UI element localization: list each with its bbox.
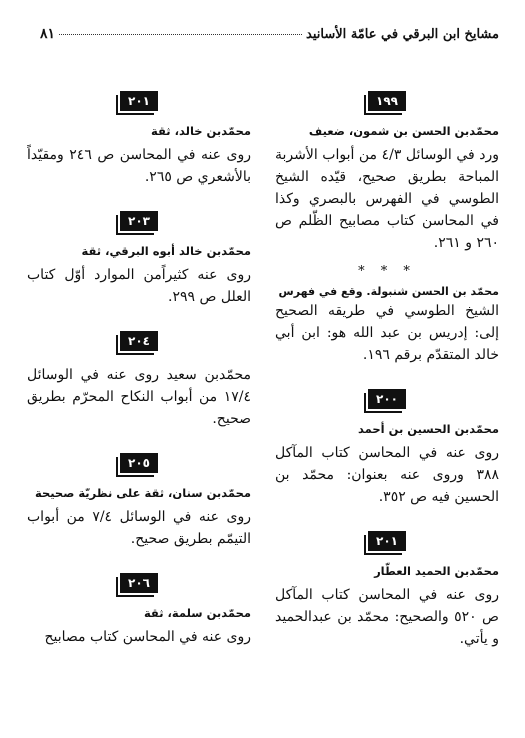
entry-201-right (275, 530, 499, 650)
entry-number-badge: ٢٠١ (368, 531, 406, 551)
narrator-name: محمّدبن الحسن بن شمون، ضعيف (308, 124, 499, 138)
entry-number-badge: ٢٠٤ (120, 331, 158, 351)
header-dot-leader (59, 34, 302, 35)
narrator-name: محمّدبن الحسين بن أحمد (358, 422, 499, 436)
entry-200 (275, 388, 499, 508)
entry-text: محمّدبن سعيد روى عنه في الوسائل ١٧/٤ من أبواب النكاح المحرّم بطريق صحيح. (27, 367, 251, 427)
narrator-name: محمّد بن الحسن شنبولة. وقع في فهرس (278, 285, 499, 298)
narrator-name: محمّدبن خالد أبوه البرقي، ثقة (81, 244, 251, 258)
entry-text: روى عنه في المحاسن كتاب المآكل ٣٨٨ وروى عنه بعنوان: محمّد بن الحسين فيه ص ٣٥٢. (275, 445, 499, 505)
separator-stars: * * * (358, 264, 416, 279)
entry-text: روى عنه كثيراًمن الموارد أوّل كتاب العلل ص ٢٩٩. (27, 267, 251, 305)
entry-205 (27, 452, 251, 550)
entry-text: الشيخ الطوسي في طريقه الصحيح إلى: إدريس بن عبد الله هو: ابن أبي خالد المتقدّم برقم ١٩٦. (275, 303, 499, 363)
narrator-name: محمّدبن سنان، ثقة على نظريّة صحيحة (34, 486, 251, 500)
entry-number-badge: ٢٠٥ (120, 453, 158, 473)
entry-206 (27, 572, 251, 648)
right-column (275, 90, 499, 672)
entry-199 (275, 90, 499, 254)
entry-204 (27, 330, 251, 430)
entry-text: ورد في الوسائل ٤/٣ من أبواب الأشربة المباحة بطريق صحيح، قيّده الشيخ الطوسي في الفهرس بالبصري وكذا في المحاسن كتاب مصابيح الظّلم ص ٢٦٠ و ٢٦١. (275, 147, 499, 251)
running-header-title: مشايخ ابن البرقي في عامّة الأسانيد (306, 27, 499, 42)
entry-text: روى عنه في المحاسن كتاب المآكل ص ٥٢٠ والصحيح: محمّد بن عبدالحميد و يأتي. (275, 587, 499, 647)
entry-text: روى عنه في الوسائل ٧/٤ من أبواب التيمّم بطريق صحيح. (27, 509, 251, 547)
running-header (40, 26, 499, 42)
left-column (27, 90, 251, 670)
narrator-name: محمّدبن سلمة، ثقة (143, 606, 251, 620)
page-number: ٨١ (40, 26, 56, 42)
entry-text: روى عنه في المحاسن كتاب مصابيح (44, 629, 251, 645)
narrator-name: محمّدبن الحميد العطّار (374, 564, 499, 578)
entry-unnumbered (275, 264, 499, 366)
entry-number-badge: ٢٠٠ (368, 389, 406, 409)
entry-number-badge: ٢٠٣ (120, 211, 158, 231)
narrator-name: محمّدبن خالد، ثقة (151, 124, 251, 138)
entry-number-badge: ٢٠١ (120, 91, 158, 111)
entry-text: روى عنه في المحاسن ص ٢٤٦ ومقيّداً بالأشعري ص ٢٦٥. (27, 147, 251, 185)
entry-number-badge: ٢٠٦ (120, 573, 158, 593)
entry-201-left (27, 90, 251, 188)
entry-number-badge: ١٩٩ (368, 91, 406, 111)
entry-203 (27, 210, 251, 308)
